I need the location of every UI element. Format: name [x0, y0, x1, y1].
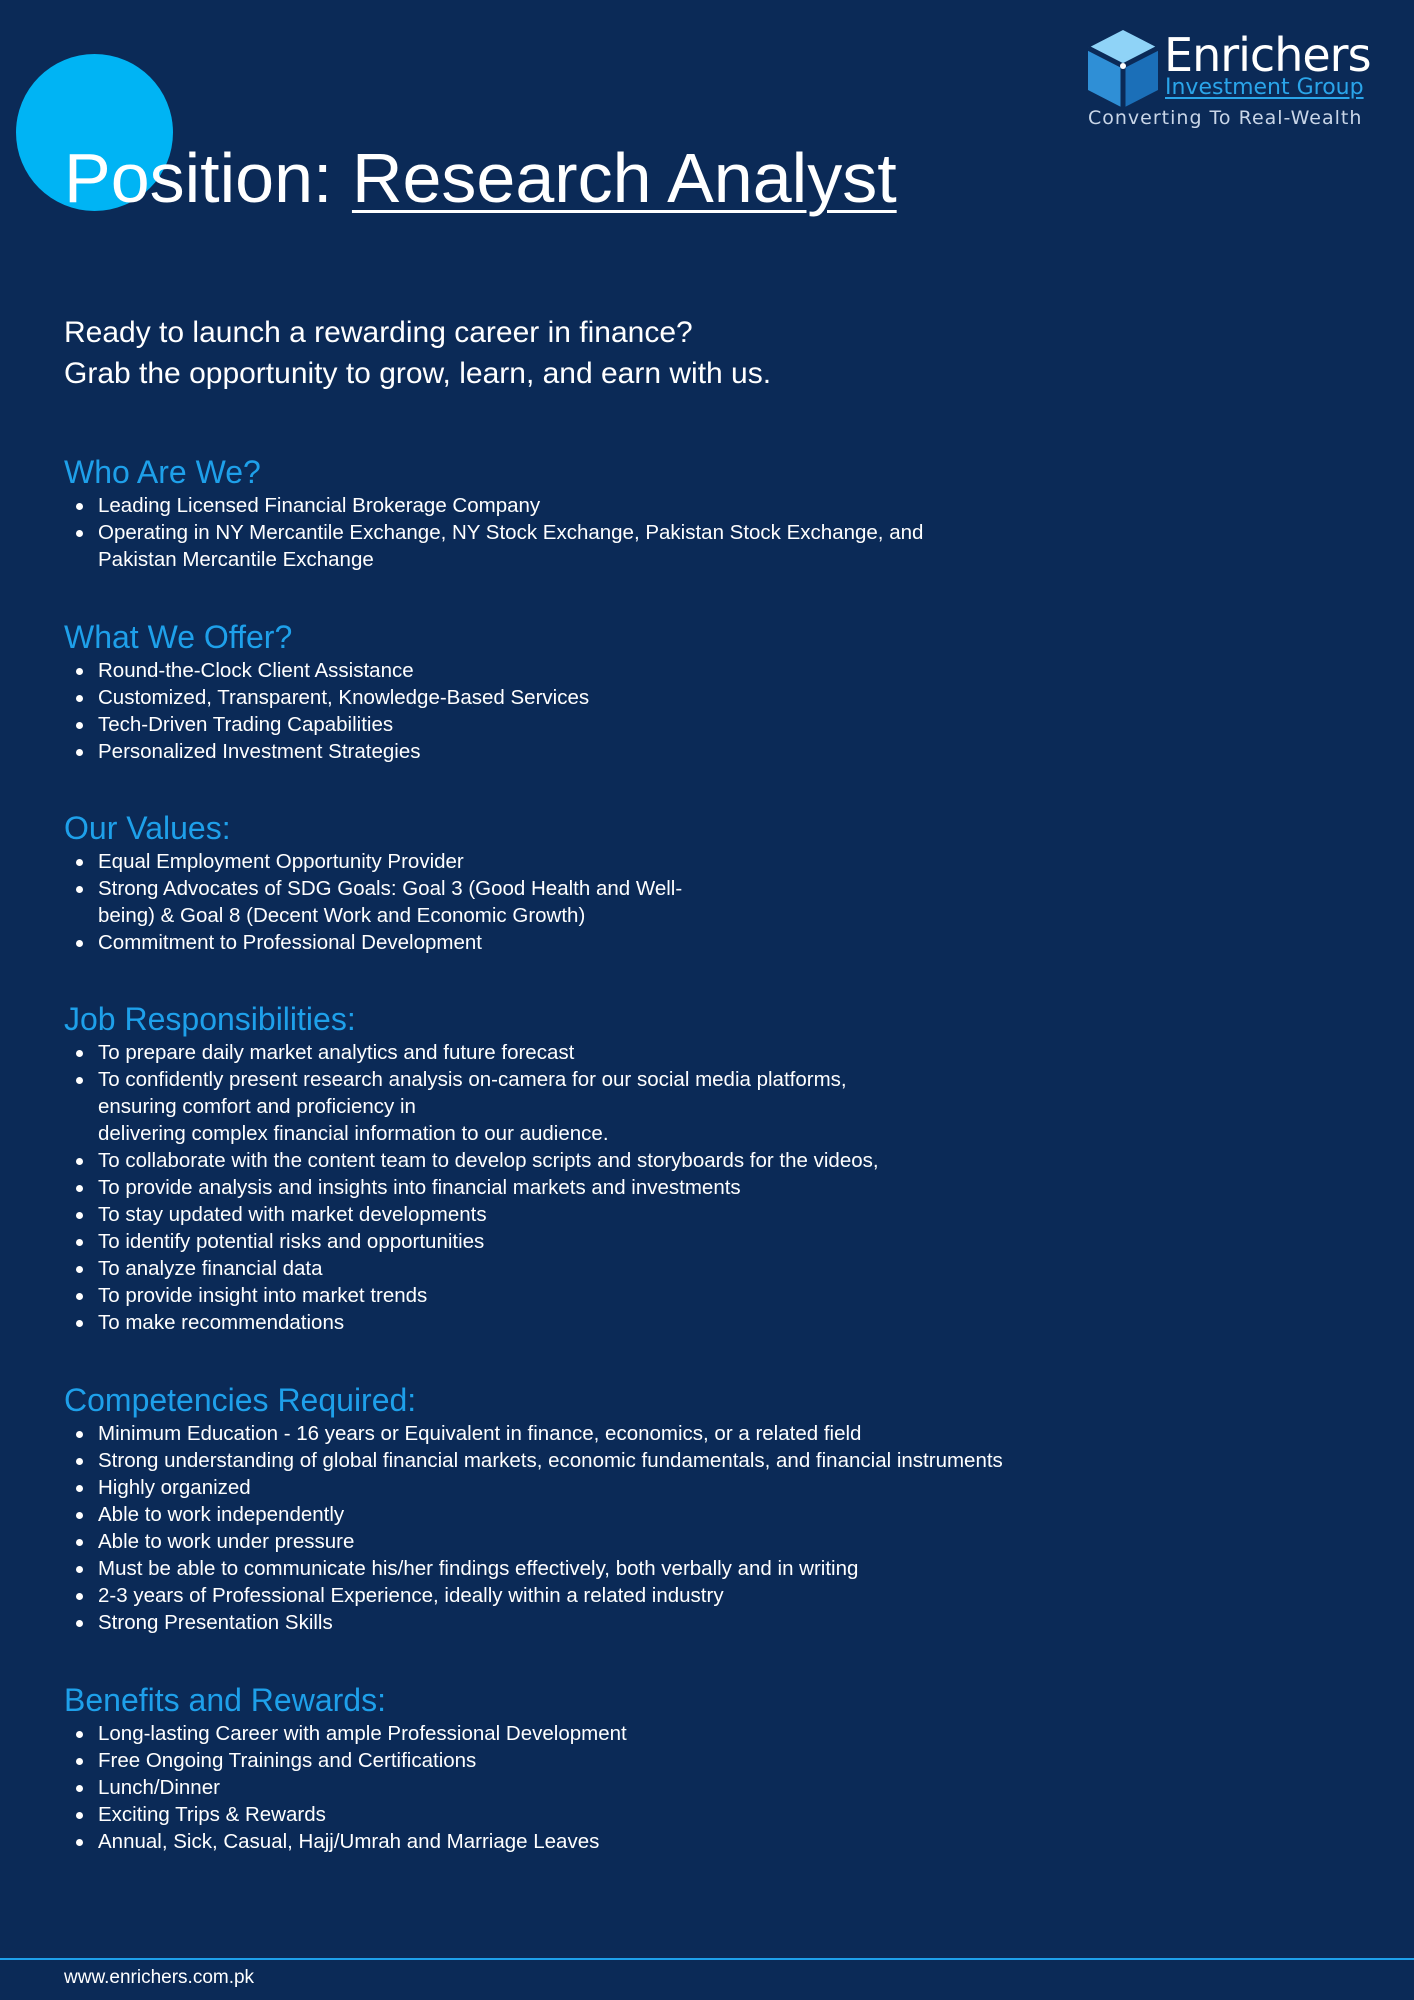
- list-item: Tech-Driven Trading Capabilities: [98, 711, 1314, 738]
- logo-tagline: Converting To Real-Wealth: [1088, 107, 1363, 129]
- list-item: Strong understanding of global financial markets, economic fundamentals, and financial instruments: [98, 1447, 1314, 1474]
- list-item: To provide analysis and insights into financial markets and investments: [98, 1174, 1314, 1201]
- bullet-list: [64, 492, 1314, 573]
- list-item: Lunch/Dinner: [98, 1774, 1314, 1801]
- page-title: [64, 130, 897, 226]
- list-item: Strong Advocates of SDG Goals: Goal 3 (Good Health and Well-: [98, 875, 1314, 902]
- section-heading: Our Values:: [64, 810, 231, 846]
- title-prefix: Position:: [64, 139, 352, 217]
- section-heading: Job Responsibilities:: [64, 1001, 356, 1037]
- list-item: To collaborate with the content team to develop scripts and storyboards for the videos,: [98, 1147, 1314, 1174]
- bullet-list: [64, 1720, 1314, 1855]
- bullet-list: [64, 848, 1314, 956]
- section-heading: Who Are We?: [64, 454, 261, 490]
- list-item: Must be able to communicate his/her findings effectively, both verbally and in writing: [98, 1555, 1314, 1582]
- list-item: Annual, Sick, Casual, Hajj/Umrah and Marriage Leaves: [98, 1828, 1314, 1855]
- list-item: Strong Presentation Skills: [98, 1609, 1314, 1636]
- cube-logo-icon: [1084, 28, 1162, 110]
- section-heading: What We Offer?: [64, 619, 293, 655]
- list-item: Able to work under pressure: [98, 1528, 1314, 1555]
- list-item-continuation: Pakistan Mercantile Exchange: [98, 548, 374, 571]
- list-item: To prepare daily market analytics and future forecast: [98, 1039, 1314, 1066]
- list-item: Free Ongoing Trainings and Certifications: [98, 1747, 1314, 1774]
- list-item: Leading Licensed Financial Brokerage Company: [98, 492, 1314, 519]
- list-item: Highly organized: [98, 1474, 1314, 1501]
- intro-text: [64, 312, 771, 394]
- list-item: Equal Employment Opportunity Provider: [98, 848, 1314, 875]
- company-logo: [1084, 28, 1371, 133]
- list-item-continuation: ensuring comfort and proficiency in: [98, 1095, 416, 1118]
- intro-line-2: Grab the opportunity to grow, learn, and earn with us.: [64, 357, 772, 390]
- section-heading: Competencies Required:: [64, 1382, 417, 1418]
- list-item-continuation: being) & Goal 8 (Decent Work and Economic Growth): [98, 904, 586, 927]
- section-our-values: [64, 808, 1314, 956]
- list-item: Minimum Education - 16 years or Equivalent in finance, economics, or a related field: [98, 1420, 1314, 1447]
- bullet-list: [64, 1039, 1314, 1336]
- section-benefits-and-rewards: [64, 1680, 1314, 1855]
- footer-divider: [0, 1958, 1414, 1960]
- list-item: Customized, Transparent, Knowledge-Based Services: [98, 684, 1314, 711]
- list-item: Long-lasting Career with ample Professional Development: [98, 1720, 1314, 1747]
- section-heading: Benefits and Rewards:: [64, 1682, 386, 1718]
- list-item: 2-3 years of Professional Experience, ideally within a related industry: [98, 1582, 1314, 1609]
- list-item: Personalized Investment Strategies: [98, 738, 1314, 765]
- list-item: Able to work independently: [98, 1501, 1314, 1528]
- list-item: Round-the-Clock Client Assistance: [98, 657, 1314, 684]
- list-item: To confidently present research analysis on-camera for our social media platforms,: [98, 1066, 1314, 1093]
- logo-group-name: Investment Group: [1165, 75, 1364, 100]
- section-what-we-offer: [64, 617, 1314, 765]
- section-competencies-required: [64, 1380, 1314, 1636]
- section-job-responsibilities: [64, 999, 1314, 1336]
- list-item: To analyze financial data: [98, 1255, 1314, 1282]
- list-item-continuation: delivering complex financial information to our audience.: [98, 1122, 609, 1145]
- section-who-are-we: [64, 452, 1314, 573]
- list-item: Commitment to Professional Development: [98, 929, 1314, 956]
- list-item: To make recommendations: [98, 1309, 1314, 1336]
- bullet-list: [64, 1420, 1314, 1636]
- bullet-list: [64, 657, 1314, 765]
- list-item: To provide insight into market trends: [98, 1282, 1314, 1309]
- list-item: Exciting Trips & Rewards: [98, 1801, 1314, 1828]
- intro-line-1: Ready to launch a rewarding career in finance?: [64, 316, 693, 349]
- logo-brand-name: Enrichers: [1164, 28, 1371, 82]
- list-item: To stay updated with market developments: [98, 1201, 1314, 1228]
- footer-website-link[interactable]: www.enrichers.com.pk: [64, 1967, 255, 1988]
- list-item: To identify potential risks and opportunities: [98, 1228, 1314, 1255]
- list-item: Operating in NY Mercantile Exchange, NY Stock Exchange, Pakistan Stock Exchange, and: [98, 519, 1314, 546]
- title-role: Research Analyst: [351, 139, 897, 217]
